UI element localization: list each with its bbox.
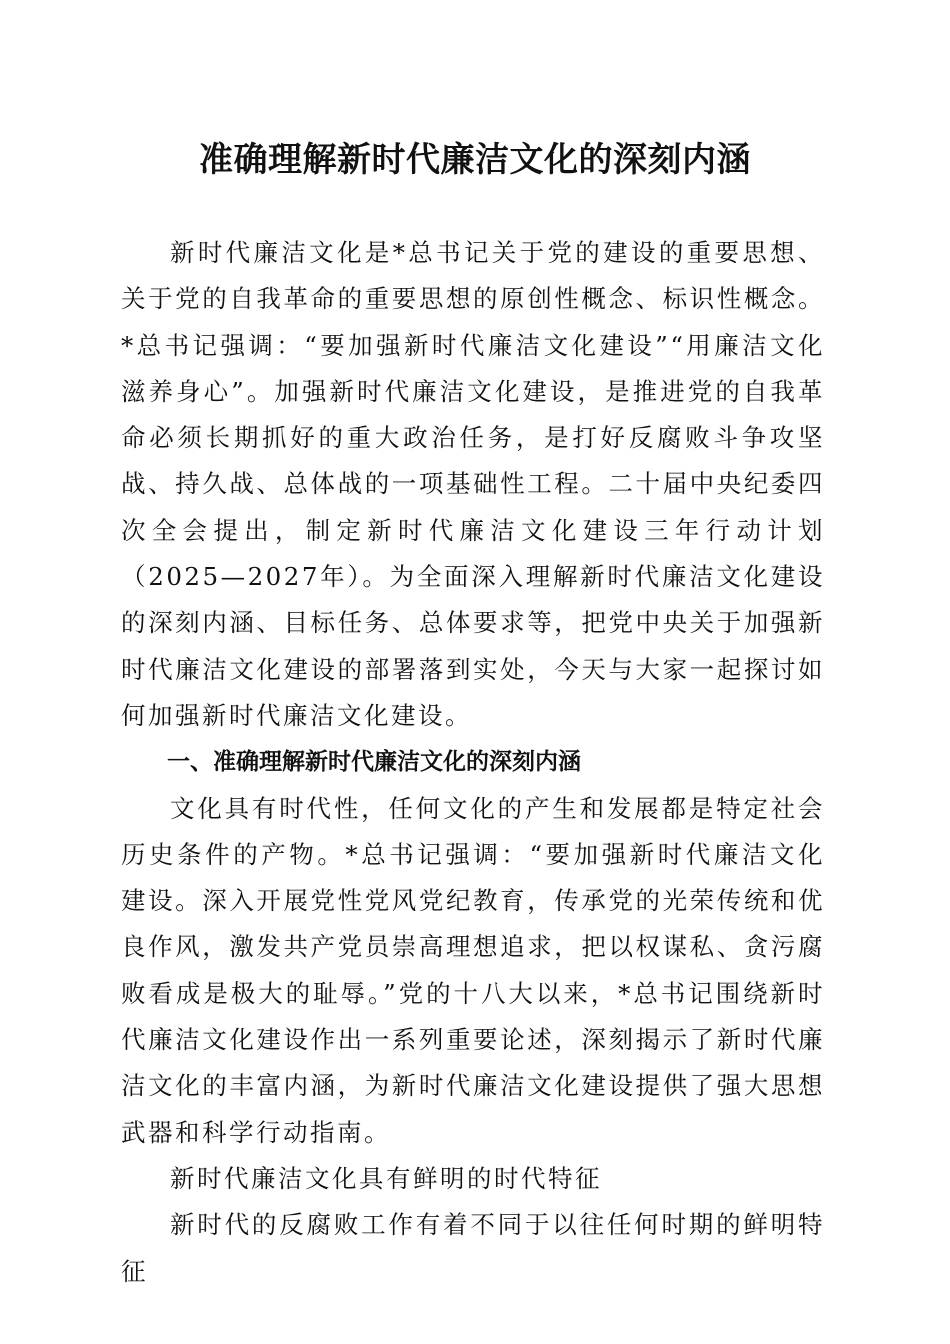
document-body	[121, 230, 825, 1295]
body-paragraph: 文化具有时代性，任何文化的产生和发展都是特定社会历史条件的产物。*总书记强调：“要加强新时代廉洁文化建设。深入开展党性党风党纪教育，传承党的光荣传统和优良作风，激发共产党员崇高理想追求，把以权谋私、贪污腐败看成是极大的耻辱。”党的十八大以来，*总书记围绕新时代廉洁文化建设作出一系列重要论述，深刻揭示了新时代廉洁文化的丰富内涵，为新时代廉洁文化建设提供了强大思想武器和科学行动指南。	[121, 793, 825, 1147]
intro-paragraph: 新时代廉洁文化是*总书记关于党的建设的重要思想、关于党的自我革命的重要思想的原创性概念、标识性概念。*总书记强调：“要加强新时代廉洁文化建设”“用廉洁文化滋养身心”。加强新时代廉洁文化建设，是推进党的自我革命必须长期抓好的重大政治任务，是打好反腐败斗争攻坚战、持久战、总体战的一项基础性工程。二十届中央纪委四次全会提出，制定新时代廉洁文化建设三年行动计划（2025—2027年）。为全面深入理解新时代廉洁文化建设的深刻内涵、目标任务、总体要求等，把党中央关于加强新时代廉洁文化建设的部署落到实处，今天与大家一起探讨如何加强新时代廉洁文化建设。	[121, 238, 825, 730]
body-paragraph-continued: 新时代的反腐败工作有着不同于以往任何时期的鲜明特征	[121, 1210, 825, 1286]
document-title: 准确理解新时代廉洁文化的深刻内涵	[199, 140, 751, 180]
section-heading: 一、准确理解新时代廉洁文化的深刻内涵	[167, 749, 581, 776]
sub-heading: 新时代廉洁文化具有鲜明的时代特征	[170, 1163, 602, 1193]
